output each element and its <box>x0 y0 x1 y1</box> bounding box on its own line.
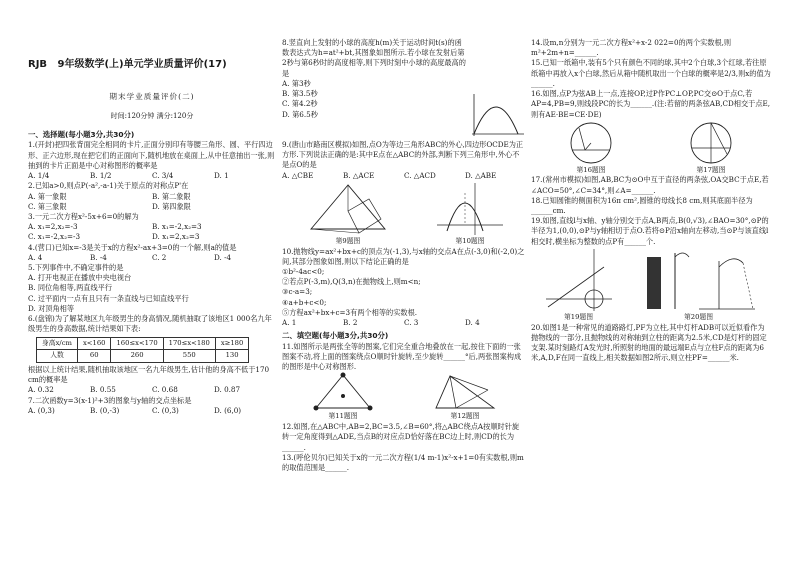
option: D. -4 <box>214 252 232 262</box>
table-cell: 60 <box>77 350 111 363</box>
option: B. 同位角相等,两直线平行 <box>28 283 113 293</box>
section-fill-heading: 二、填空题(每小题3分,共30分) <box>282 331 389 341</box>
figure-12-caption: 第12题图 <box>450 412 480 421</box>
question-8: 8.竖直向上发射的小球的高度h(m)关于运动时间t(s)的函数表达式为h=at²+bt,其图象如图所示.若小球在发射后第2秒与第6秒时的高度相等,则下列时刻中小球的高度最高的是 <box>282 38 466 78</box>
option: D. 0.87 <box>214 385 241 395</box>
option: A. 1/4 <box>28 171 50 181</box>
figure-10-parabola <box>435 181 505 237</box>
left-column <box>28 0 276 416</box>
table-header-cell: 160≤x<170 <box>111 337 163 350</box>
middle-column <box>282 38 526 473</box>
table-cell: 550 <box>163 350 215 363</box>
question-7: 7.二次函数y=3(x-1)²+3的图象与y轴的交点坐标是 <box>28 395 192 405</box>
option: C. 第4.2秒 <box>282 99 318 109</box>
option: C. x₁=-2,x₂=-3 <box>28 232 81 242</box>
option: A. (0,3) <box>28 405 55 415</box>
figure-10-caption: 第10题图 <box>455 236 485 245</box>
question-12: 12.如图,在△ABC中,AB=2,BC=3.5,∠B=60°,将△ABC绕点A按顺时针旋转一定角度得到△ADE,当点B的对应点D恰好落在BC边上时,则CD的长为______. <box>282 422 520 452</box>
option: C. 过平面内一点有且只有一条直线与已知直线平行 <box>28 293 189 303</box>
figure-8-parabola <box>466 90 526 140</box>
question-5-options <box>28 273 276 314</box>
option: A. 0.32 <box>28 385 54 395</box>
question-1-options <box>28 171 276 181</box>
figure-19-axes <box>544 247 614 313</box>
option: C. 3 <box>404 318 419 328</box>
option: B. x₁=-2,x₂=3 <box>152 222 202 232</box>
page-title: 9年级数学(上)单元学业质量评价(17) <box>57 59 227 70</box>
option: A. 1 <box>282 318 297 328</box>
question-3: 3.一元二次方程x²-5x+6=0的解为 <box>28 211 139 221</box>
question-5: 5.下列事件中,不确定事件的是 <box>28 263 124 273</box>
question-4: 4.(营口)已知x=-3是关于x的方程x²-ax+3=0的一个解,则a的值是 <box>28 242 237 252</box>
figure-17-circle <box>681 120 741 166</box>
question-6: 6.(盘锦)为了解某地区九年级男生的身高情况,随机抽取了该地区1 000名九年级男生的身高数据,统计结果如下表: <box>28 314 272 334</box>
question-2: 2.已知a>0,则点P(-a²,-a-1)关于原点的对称点P'在 <box>28 181 189 191</box>
question-16: 16.如图,点P为弦AB上一点,连接OP,过P作PC⊥OP,PC交⊙O于点C,若AP=4,PB=9,则线段PC的长为______.(注:若留的两条弦AB,CD相交于点E,则有AE·BE=CE·DE) <box>531 89 771 119</box>
question-10: 10.抛物线y=ax²+bx+c的顶点为(-1,3),与x轴的交点A在点(-3,0)和(-2,0)之间,其部分图象如图,则以下结论正确的是 <box>282 246 525 266</box>
question-1: 1.(开封)把四张背面完全相同的卡片,正面分别印有等腰三角形、圆、平行四边形、正六边形,现在把它们的正面向下,随机地放在桌面上,从中任意抽出一张,则抽到的卡片正面是中心对称图形的概率是 <box>28 140 275 170</box>
question-7-options <box>28 406 276 416</box>
height-table <box>36 337 249 363</box>
option: C. (0,3) <box>152 405 179 415</box>
figures-16-17 <box>531 120 771 176</box>
option: C. 0.68 <box>152 385 178 395</box>
question-8-options <box>282 79 466 120</box>
question-15: 15.已知一纸箱中,装有5个只有颜色不同的球,其中2个白球,3个红球,若往原纸箱中再放入x个白球,然后从箱中随机取出一个白球的概率是2/3,则x的值为______. <box>531 58 771 88</box>
option: C. 第三象限 <box>28 201 67 211</box>
figures-11-12 <box>282 372 526 422</box>
question-13: 13.(呼伦贝尔)已知关于x的一元二次方程(1/4 m-1)x²-x+1=0有实数根,则m的取值范围是______. <box>282 452 524 472</box>
option: C. 3/4 <box>152 171 174 181</box>
option: D. △ABE <box>465 170 497 180</box>
table-header-cell: x<160 <box>77 337 111 350</box>
table-cell: 260 <box>111 350 163 363</box>
table-header-cell: 170≤x<180 <box>163 337 215 350</box>
exam-subtitle: 期末学业质量评价(二) <box>109 92 195 102</box>
option: A. 第一象限 <box>28 191 67 201</box>
option: A. △CBE <box>282 170 314 180</box>
table-header-cell: x≥180 <box>215 337 249 350</box>
question-19: 19.如图,直线l与x轴、y轴分别交于点A,B两点,B(0,√3),∠BAO=30°,⊙P的半径为1,(0,0),⊙P与y轴相切于点O.若将⊙P沿x轴向左移动,当⊙P与该直线l相交时,横坐标为整数的点P有______个. <box>531 216 769 246</box>
statement: ③c-a=3; <box>282 287 313 297</box>
option: A. x₁=2,x₂=-3 <box>28 222 78 232</box>
option: B. 1/2 <box>90 171 112 181</box>
option: B. △ACE <box>343 170 375 180</box>
page-header <box>28 58 276 72</box>
question-4-options <box>28 253 276 263</box>
question-17: 17.(常州市模拟)如图,AB,BC为⊙O中互于直径的两条弦,OA交BC于点E,若∠ACO=50°,∠C=34°,则∠A=______. <box>531 175 769 195</box>
figure-9-triangle <box>303 181 393 237</box>
question-3-options <box>28 222 276 242</box>
option: A. 打开电视正在播放中央电视台 <box>28 273 132 283</box>
option: C. 2 <box>152 252 167 262</box>
table-header-cell: 身高x/cm <box>37 337 78 350</box>
statement: ①b²-4ac<0; <box>282 266 325 276</box>
figure-12-triangle <box>430 372 500 412</box>
statement: ⑤方程ax²+bx+c=3有两个相等的实数根. <box>282 307 418 317</box>
statement: ②若点P(-3,m),Q(3,n)在抛物线上,则m<n; <box>282 277 421 287</box>
option: B. -4 <box>90 252 107 262</box>
question-14: 14.设m,n分别为一元二次方程x²+x-2 022=0的两个实数根,则m²+2m+n=______. <box>531 38 732 58</box>
figure-11-pattern <box>308 372 378 412</box>
option: A. 4 <box>28 252 43 262</box>
option: D. 1 <box>214 171 229 181</box>
table-cell: 130 <box>215 350 249 363</box>
figure-11-caption: 第11题图 <box>328 412 358 421</box>
question-10-statements <box>282 267 526 318</box>
exam-meta: 时间:120分钟 满分:120分 <box>110 111 194 120</box>
series-code: RJB <box>28 59 48 70</box>
question-9: 9.(唐山市路南区模拟)如图,点O为等边三角形ABC的外心,四边形OCDE为正方形.下列说法正确的是:其中E点在△ABC的外部,判断下列三角形中,外心不是点O的是 <box>282 140 524 170</box>
table-cell: 人数 <box>37 350 78 363</box>
figure-16-caption: 第16题图 <box>576 165 606 174</box>
option: C. △ACD <box>404 170 436 180</box>
option: B. 0.55 <box>90 385 116 395</box>
option: D. 第6.5秒 <box>282 109 318 119</box>
question-2-options <box>28 192 276 212</box>
option: D. (6,0) <box>214 405 242 415</box>
figures-9-10 <box>282 181 526 247</box>
figure-20-streetlamp <box>639 247 759 313</box>
statement: ④a+b+c<0; <box>282 297 327 307</box>
question-10-options <box>282 318 526 328</box>
option: B. (0,-3) <box>90 405 120 415</box>
option: B. 第3.5秒 <box>282 89 318 99</box>
question-6-continued: 根据以上统计结果,随机抽取该地区一名九年级男生,估计他的身高不低于170 cm的概率是 <box>28 364 270 385</box>
question-20: 20.如图1是一种常见的道路路灯,PF为立柱,其中灯杆ADB可以近似看作为抛物线的一部分,且抛物线的对称轴到立柱的距离为2.5米,CD是灯杆的固定支架.某时刻路灯A发光时,所照射的地面的最远端E点与立柱F点的距离为6米,A,D,F在同一直线上,相关数据如图2所示,则立柱PF=______米. <box>531 322 767 363</box>
section-choice-heading: 一、选择题(每小题3分,共30分) <box>28 129 135 139</box>
option: D. 对顶角相等 <box>28 303 75 313</box>
option: D. 4 <box>465 318 480 328</box>
option: D. 第四象限 <box>152 201 191 211</box>
question-11: 11.如图所示是两张全等的图案,它们完全重合地叠放在一起,按住下面的一张图案不动,将上面的图案绕点O顺时针旋转,至少旋转______°后,两张图案构成的图形是中心对称图形. <box>282 341 522 372</box>
option: B. 2 <box>343 318 358 328</box>
question-18: 18.已知圆锥的侧面积为16π cm²,圆锥的母线长8 cm,则其底面半径为______cm. <box>531 195 753 216</box>
right-column <box>531 38 771 363</box>
figure-9-caption: 第9题图 <box>335 236 361 245</box>
question-9-options <box>282 171 526 181</box>
option: B. 第二象限 <box>152 191 191 201</box>
figure-17-caption: 第17题图 <box>696 165 726 174</box>
figure-20-caption: 第20题图 <box>683 312 714 321</box>
figure-19-caption: 第19题图 <box>563 312 594 321</box>
option: D. x₁=2,x₂=3 <box>152 232 200 242</box>
option: A. 第3秒 <box>282 78 311 88</box>
figure-16-circle <box>561 120 621 166</box>
question-6-options <box>28 385 276 395</box>
figures-19-20 <box>531 247 771 323</box>
